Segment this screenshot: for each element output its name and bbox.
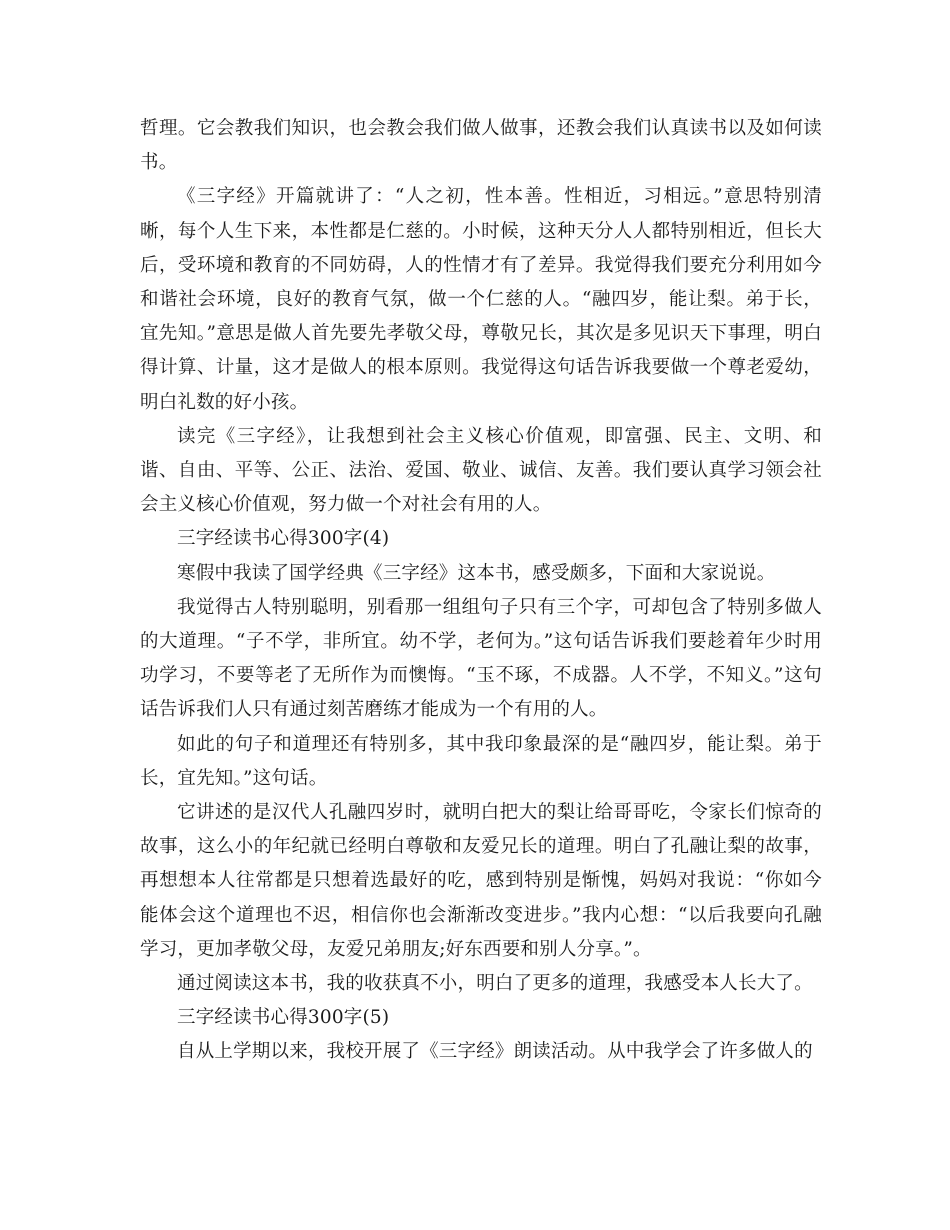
paragraph-7: 它讲述的是汉代人孔融四岁时，就明白把大的梨让给哥哥吃，令家长们惊奇的故事，这么小的年纪就已经明白尊敬和友爱兄长的道理。明白了孔融让梨的故事，再想想本人往常都是只想着选最好的吃，感到特别是惭愧，妈妈对我说：“你如今能体会这个道理也不迟，相信你也会渐渐改变进步。”我内心想：“以后我要向孔融学习，更加孝敬父母，友爱兄弟朋友;好东西要和别人分享。”。 <box>140 802 822 960</box>
section-heading-4: 三字经读书心得300字(4) <box>177 528 390 550</box>
paragraph-9: 自从上学期以来，我校开展了《三字经》朗读活动。从中我学会了许多做人的 <box>177 1041 813 1063</box>
section-heading-5: 三字经读书心得300字(5) <box>177 1007 390 1029</box>
document-body <box>140 112 822 1070</box>
paragraph-2: 《三字经》开篇就讲了：“人之初，性本善。性相近，习相远。”意思特别清晰，每个人生下来，本性都是仁慈的。小时候，这种天分人人都特别相近，但长大后，受环境和教育的不同妨碍，人的性情才有了差异。我觉得我们要充分利用如今和谐社会环境，良好的教育气氛，做一个仁慈的人。“融四岁，能让梨。弟于长，宜先知。”意思是做人首先要先孝敬父母，尊敬兄长，其次是多见识天下事理，明白得计算、计量，这才是做人的根本原则。我觉得这句话告诉我要做一个尊老爱幼，明白礼数的好小孩。 <box>140 186 822 413</box>
paragraph-3: 读完《三字经》，让我想到社会主义核心价值观，即富强、民主、文明、和谐、自由、平等、公正、法治、爱国、敬业、诚信、友善。我们要认真学习领会社会主义核心价值观，努力做一个对社会有用的人。 <box>140 425 822 516</box>
paragraph-6: 如此的句子和道理还有特别多，其中我印象最深的是“融四岁，能让梨。弟于长，宜先知。”这句话。 <box>140 733 822 789</box>
paragraph-5: 我觉得古人特别聪明，别看那一组组句子只有三个字，可却包含了特别多做人的大道理。“子不学，非所宜。幼不学，老何为。”这句话告诉我们要趁着年少时用功学习，不要等老了无所作为而懊悔。“玉不琢，不成器。人不学，不知义。”这句话告诉我们人只有通过刻苦磨练才能成为一个有用的人。 <box>140 596 822 721</box>
paragraph-1: 哲理。它会教我们知识，也会教会我们做人做事，还教会我们认真读书以及如何读书。 <box>140 118 822 174</box>
paragraph-8: 通过阅读这本书，我的收获真不小，明白了更多的道理，我感受本人长大了。 <box>177 973 813 995</box>
paragraph-4: 寒假中我读了国学经典《三字经》这本书，感受颇多，下面和大家说说。 <box>177 562 776 584</box>
